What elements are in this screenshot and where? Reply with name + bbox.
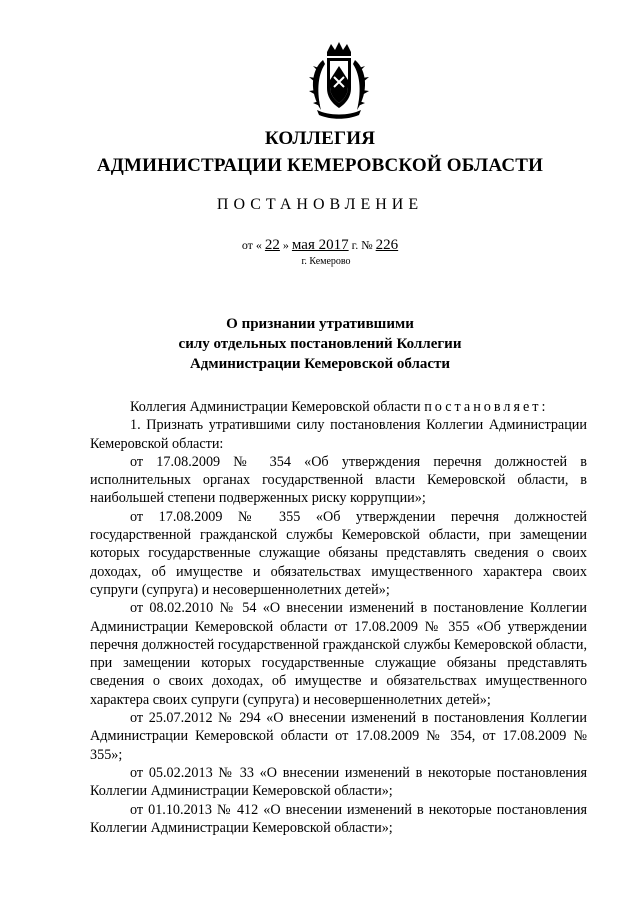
document-type: ПОСТАНОВЛЕНИЕ: [216, 196, 424, 213]
list-item: от 05.02.2013 № 33 «О внесении изменений в некоторые постановления Коллегии Администрации Кемеровской области»;: [90, 764, 587, 800]
subject-line1: О признании утратившими: [226, 316, 414, 332]
list-item: от 17.08.2009 № 355 «Об утверждении перечня должностей государственной гражданской службы Кемеровской области, при замещении которых государственные служащие обязаны представлять сведения о своих доходах, об имуществе и обязательствах имущественного характера своих супруги (супруга) и несовершеннолетних детей»;: [90, 508, 587, 598]
date-month-year: мая 2017: [291, 237, 349, 253]
decree-word: постановляет:: [424, 399, 549, 415]
city-name: г. Кемерово: [301, 256, 351, 267]
list-item: от 08.02.2010 № 54 «О внесении изменений в постановление Коллегии Администрации Кемеровской области от 17.08.2009 № 355 «Об утверждении перечня должностей государственной гражданской службы Кемеровской области, при замещении которых государственные служащие обязаны представлять сведения о своих доходах, об имуществе и обязательствах имущественного характера своих супруги (супруга) и несовершеннолетних детей»;: [90, 600, 587, 708]
date-prefix: от «: [241, 238, 262, 252]
date-day: 22: [264, 237, 280, 253]
date-year-suffix: г.: [351, 238, 359, 252]
document-number: 226: [375, 237, 399, 253]
list-item: от 17.08.2009 № 354 «Об утверждения перечня должностей в исполнительных органах государственной власти Кемеровской области, в наибольшей степени подверженных риску коррупции»;: [90, 453, 587, 507]
org-name-line2: АДМИНИСТРАЦИИ КЕМЕРОВСКОЙ ОБЛАСТИ: [96, 155, 544, 176]
document-subject: [0, 314, 640, 374]
date-close-quote: »: [282, 238, 289, 252]
intro-text: Коллегия Администрации Кемеровской области: [130, 399, 421, 415]
subject-line2: силу отдельных постановлений Коллегии: [178, 336, 462, 352]
subject-line3: Администрации Кемеровской области: [189, 356, 451, 372]
city-line: [0, 256, 640, 268]
coat-of-arms-icon: [303, 40, 375, 120]
org-name-line1: КОЛЛЕГИЯ: [264, 128, 376, 149]
number-sign: №: [361, 238, 373, 252]
document-body: [90, 398, 587, 837]
list-item: от 25.07.2012 № 294 «О внесении изменений в постановления Коллегии Администрации Кемеровской области от 17.08.2009 № 354, от 17.08.2009 № 355»;: [90, 710, 587, 763]
list-item: от 01.10.2013 № 412 «О внесении изменений в некоторые постановления Коллегии Администрации Кемеровской области»;: [90, 801, 587, 836]
intro-paragraph: [90, 398, 587, 416]
date-number-line: [0, 236, 640, 254]
paragraph-1: 1. Признать утратившими силу постановления Коллегии Администрации Кемеровской области:: [90, 417, 587, 452]
